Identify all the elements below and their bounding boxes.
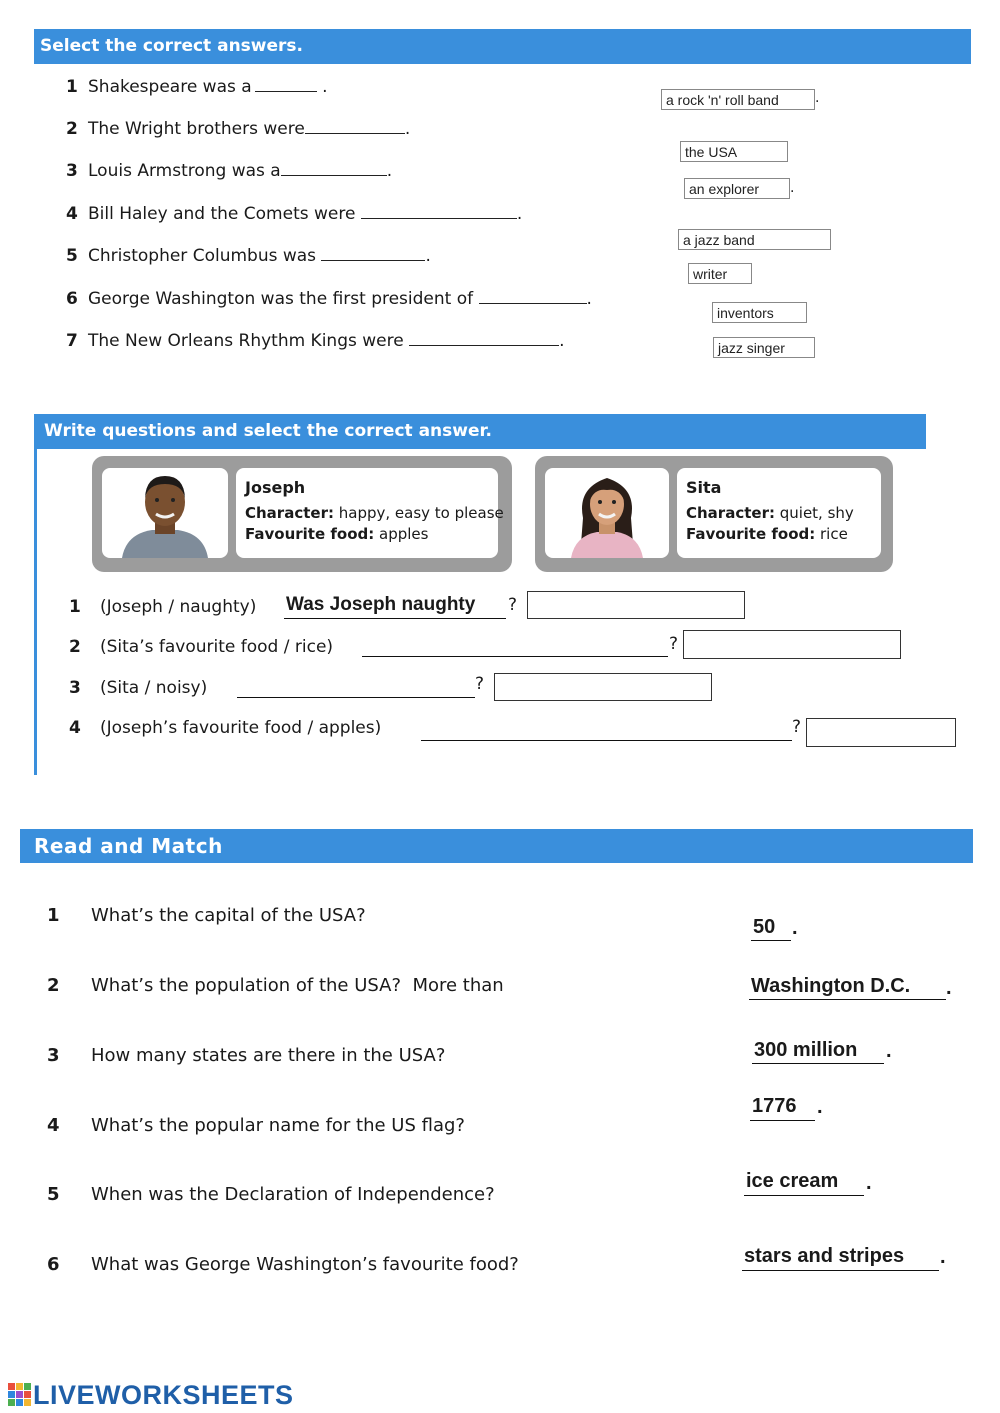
joseph-name: Joseph [245,478,306,497]
s2-response-box-1[interactable] [527,591,745,619]
s3-question-4: 4 What’s the popular name for the US flag? [47,1115,465,1136]
s3-answer-1776[interactable]: 1776 [752,1095,797,1117]
sita-character: Character: quiet, shy [686,504,854,522]
s1-question-7: 7 The New Orleans Rhythm Kings were . [66,331,565,351]
s2-question-1: 1 (Joseph / naughty) [69,597,257,617]
s3-answer-300-million[interactable]: 300 million [754,1039,858,1061]
sita-food: Favourite food: rice [686,525,848,543]
s3-answer-line [749,999,946,1000]
option-dot: . [790,180,795,196]
joseph-character: Character: happy, easy to please [245,504,504,522]
s2-response-box-2[interactable] [683,630,901,659]
s3-dot: . [946,977,952,999]
s1-question-4: 4 Bill Haley and the Comets were . [66,204,523,224]
option-the-usa[interactable]: the USA [680,141,788,162]
s2-answer-1[interactable]: Was Joseph naughty [286,594,476,615]
sita-name: Sita [686,478,722,497]
option-writer[interactable]: writer [688,263,752,284]
s2-response-box-3[interactable] [494,673,712,701]
s3-question-5: 5 When was the Declaration of Independence? [47,1184,495,1205]
option-explorer[interactable]: an explorer [684,178,790,199]
s3-answer-line [750,1120,815,1121]
option-jazz-band[interactable]: a jazz band [678,229,831,250]
s3-question-6: 6 What was George Washington’s favourite food? [47,1254,519,1275]
joseph-food: Favourite food: apples [245,525,429,543]
sita-photo [545,468,669,558]
option-inventors[interactable]: inventors [712,302,807,323]
s2-qmark-1: ? [508,595,518,615]
s3-dot: . [792,917,798,939]
s2-answer-line-4[interactable] [421,740,792,741]
s3-answer-50[interactable]: 50 [753,916,776,938]
sita-card [535,456,893,572]
s3-question-2: 2 What’s the population of the USA? More than [47,975,504,996]
s2-response-box-4[interactable] [806,718,956,747]
section2-left-border [34,449,37,775]
section2-header: Write questions and select the correct answer. [34,414,926,449]
s3-dot: . [940,1246,946,1268]
s3-answer-line [752,1063,884,1064]
sita-info [677,468,881,558]
s3-dot: . [886,1040,892,1062]
s3-dot: . [817,1096,823,1118]
s1-question-6: 6 George Washington was the first president of . [66,289,592,309]
s1-question-1: 1 Shakespeare was a . [66,77,328,97]
s3-answer-washington[interactable]: Washington D.C. [751,975,911,997]
s2-question-4: 4 (Joseph’s favourite food / apples) [69,718,382,738]
section3-header: Read and Match [20,829,973,863]
s3-answer-line [751,940,791,941]
s3-question-3: 3 How many states are there in the USA? [47,1045,446,1066]
joseph-info [236,468,504,558]
s3-question-1: 1 What’s the capital of the USA? [47,905,366,926]
s2-qmark-4: ? [792,717,802,737]
s3-answer-ice-cream[interactable]: ice cream [746,1170,839,1192]
s2-question-2: 2 (Sita’s favourite food / rice) [69,637,334,657]
s3-answer-line [742,1270,939,1271]
option-rock-band[interactable]: a rock 'n' roll band [661,89,815,110]
s2-answer-line-1 [284,618,506,619]
s2-question-3: 3 (Sita / noisy) [69,678,208,698]
s3-dot: . [866,1172,872,1194]
s2-answer-line-3[interactable] [237,697,475,698]
option-jazz-singer[interactable]: jazz singer [713,337,815,358]
s2-qmark-2: ? [669,634,679,654]
s2-answer-line-2[interactable] [362,656,668,657]
option-dot: . [815,90,820,106]
liveworksheets-logo-icon [8,1383,32,1407]
section1-header: Select the correct answers. [34,29,971,64]
joseph-photo [102,468,228,558]
s1-question-5: 5 Christopher Columbus was . [66,246,431,266]
s2-qmark-3: ? [475,674,485,694]
s1-question-2: 2 The Wright brothers were . [66,119,411,139]
footer-brand: LIVEWORKSHEETS [33,1380,294,1410]
s1-question-3: 3 Louis Armstrong was a . [66,161,393,181]
s3-answer-line [744,1195,864,1196]
s3-answer-stars-stripes[interactable]: stars and stripes [744,1245,905,1267]
joseph-card [92,456,512,572]
